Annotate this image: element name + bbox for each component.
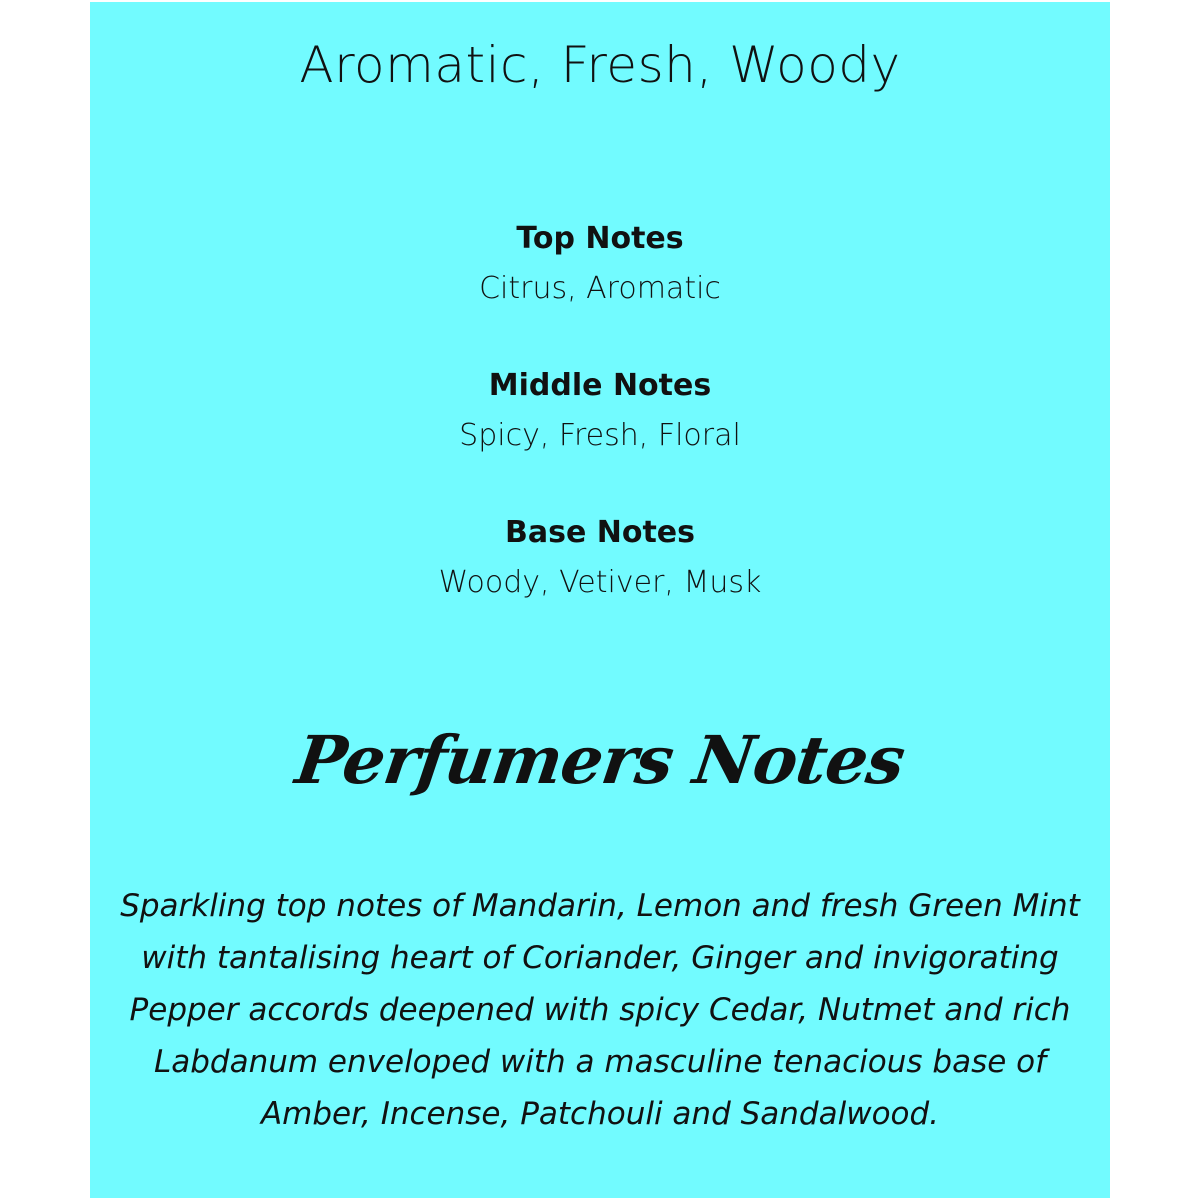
middle-notes-heading: Middle Notes bbox=[488, 368, 712, 403]
middle-notes-group bbox=[90, 368, 1110, 453]
perfumers-notes-title: Perfumers Notes bbox=[291, 721, 909, 799]
main-accord-heading: Aromatic, Fresh, Woody bbox=[299, 36, 901, 94]
base-notes-heading: Base Notes bbox=[504, 515, 696, 550]
fragrance-notes-panel bbox=[90, 2, 1110, 1198]
middle-notes-values: Spicy, Fresh, Floral bbox=[459, 418, 741, 453]
base-notes-values: Woody, Vetiver, Musk bbox=[438, 565, 762, 600]
top-notes-group bbox=[90, 221, 1110, 306]
perfumers-notes-description: Sparkling top notes of Mandarin, Lemon and fresh Green Mint with tantalising heart of Coriander, Ginger and invigorating Pepper accords deepened with spicy Cedar, Nutmet and rich Labdanum enveloped with a masculine tenacious base of Amber, Incense, Patchouli and Sandalwood. bbox=[120, 888, 1080, 1132]
base-notes-group bbox=[90, 515, 1110, 600]
top-notes-values: Citrus, Aromatic bbox=[479, 271, 721, 306]
top-notes-heading: Top Notes bbox=[516, 221, 684, 256]
